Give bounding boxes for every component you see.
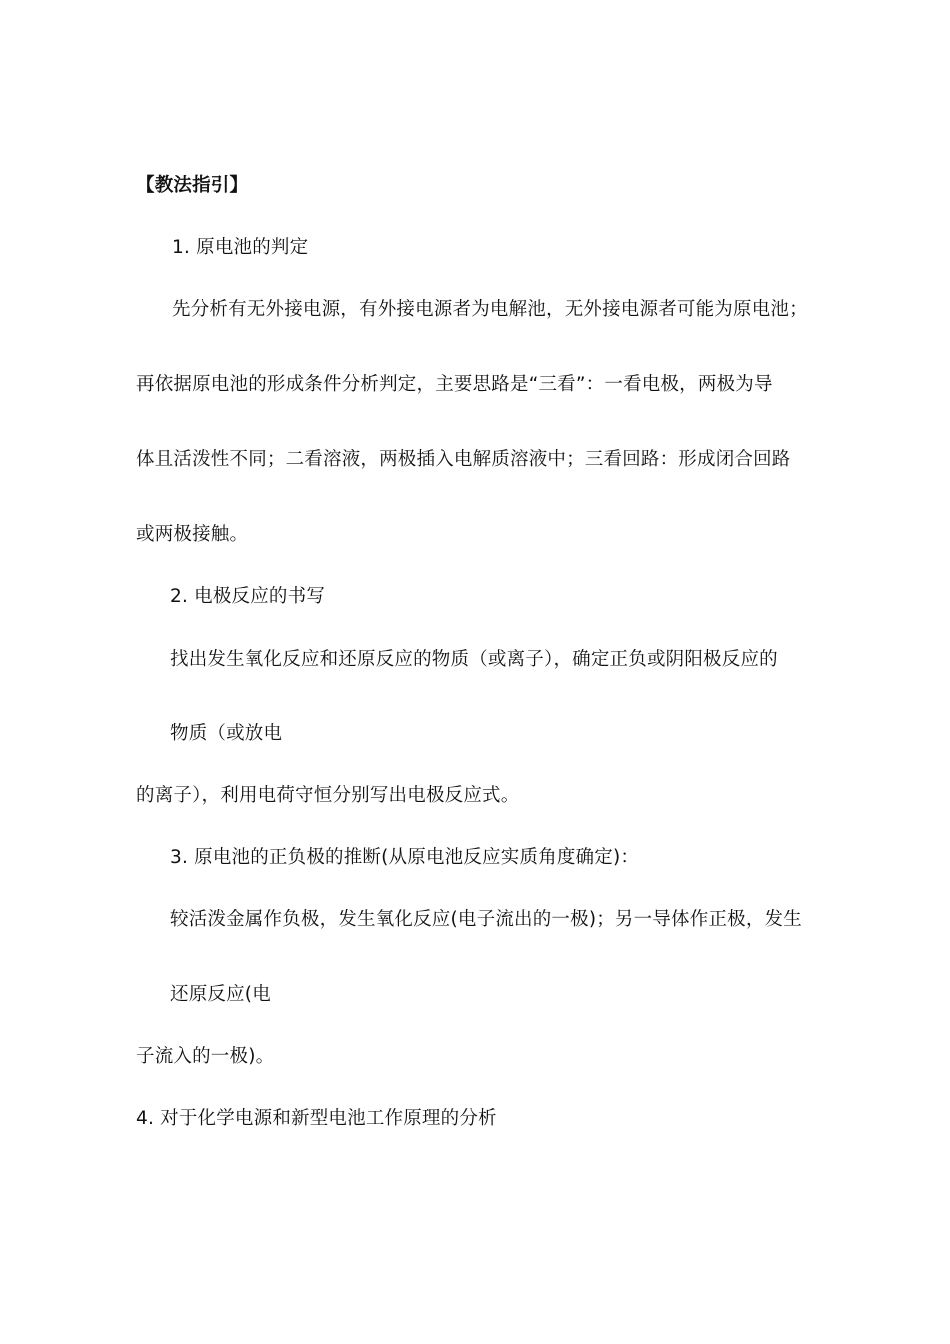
item-1-paragraph-line: 先分析有无外接电源，有外接电源者为电解池，无外接电源者可能为原电池； [172, 299, 808, 320]
item-3-title: 3. 原电池的正负极的推断(从原电池反应实质角度确定)： [170, 847, 640, 868]
item-2-paragraph-line: 的离子），利用电荷守恒分别写出电极反应式。 [136, 785, 520, 806]
item-4-title: 4. 对于化学电源和新型电池工作原理的分析 [136, 1108, 497, 1129]
item-1-paragraph-line: 或两极接触。 [136, 524, 249, 545]
item-1-paragraph-line: 再依据原电池的形成条件分析判定，主要思路是“三看”：一看电极，两极为导 [136, 374, 773, 395]
section-title: 【教法指引】 [136, 175, 249, 196]
item-2-paragraph-line: 物质（或放电 [170, 723, 283, 744]
item-3-paragraph-line: 还原反应(电 [170, 984, 271, 1005]
item-2-paragraph-line: 找出发生氧化反应和还原反应的物质（或离子），确定正负或阴阳极反应的 [170, 649, 778, 670]
item-3-paragraph-line: 较活泼金属作负极，发生氧化反应(电子流出的一极)；另一导体作正极，发生 [170, 909, 802, 930]
item-1-paragraph-line: 体且活泼性不同；二看溶液，两极插入电解质溶液中；三看回路：形成闭合回路 [136, 449, 791, 470]
item-1-title: 1. 原电池的判定 [172, 237, 309, 258]
item-3-paragraph-line: 子流入的一极)。 [136, 1046, 275, 1067]
item-2-title: 2. 电极反应的书写 [170, 586, 326, 607]
